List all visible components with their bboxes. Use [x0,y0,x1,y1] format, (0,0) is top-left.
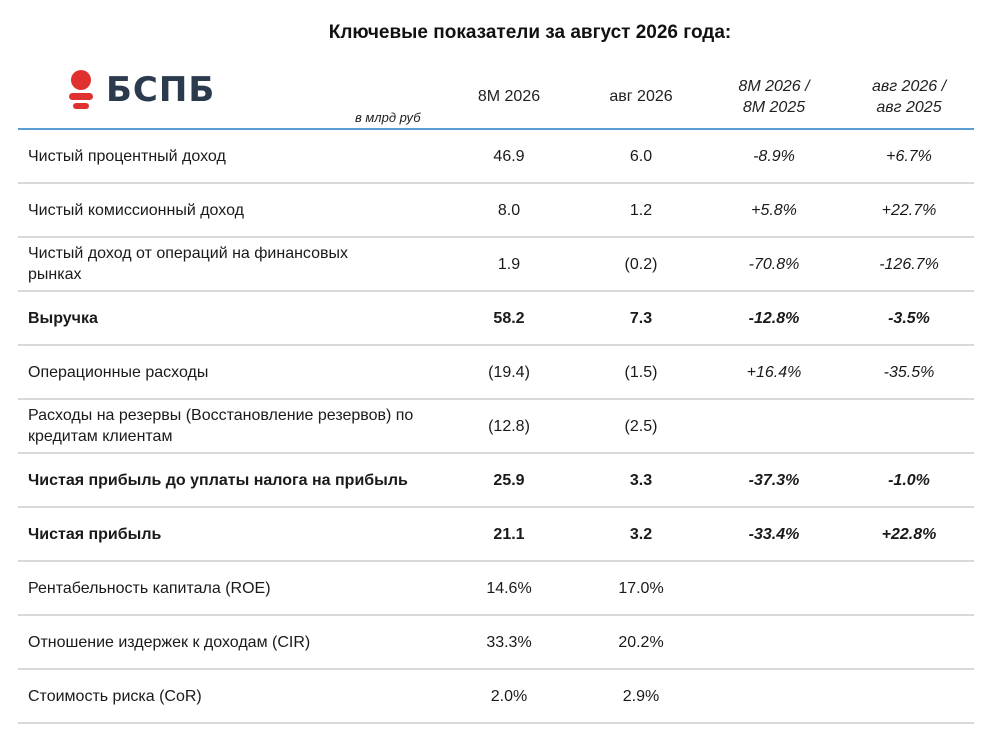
table-row [18,616,974,670]
value-aug-2026: 6.0 [629,147,653,165]
value-8m-2026: 1.9 [497,255,521,273]
bspb-logo-icon [66,69,96,111]
metrics-table [18,130,974,724]
column-header-8m-yoy-line2: 8M 2025 [742,99,806,116]
value-aug-2026: 2.9% [622,687,660,705]
table-row [18,130,974,184]
table-row [18,400,974,454]
value-8m-2026: (12.8) [488,417,530,435]
change-8m-yoy: -33.4% [748,525,800,543]
change-8m-yoy: -8.9% [753,147,795,165]
change-8m-yoy: +16.4% [746,363,802,381]
row-label: Стоимость риска (CoR) [28,687,202,705]
table-row [18,238,974,292]
change-aug-yoy [848,670,970,722]
value-8m-2026: 58.2 [493,309,525,327]
logo [66,68,215,112]
change-aug-yoy: +22.7% [881,201,937,219]
column-header-aug-yoy-line1: авг 2026 / [871,78,947,95]
change-8m-yoy [713,670,835,722]
change-8m-yoy: -12.8% [748,309,800,327]
row-label: Расходы на резервы (Восстановление резервов) по кредитам клиентам [28,407,414,445]
value-8m-2026: 25.9 [493,471,525,489]
change-aug-yoy: -1.0% [888,471,930,489]
change-aug-yoy: -126.7% [879,255,939,273]
column-header-8m-2026: 8M 2026 [477,88,541,105]
table-row [18,508,974,562]
row-label: Операционные расходы [28,363,209,381]
change-aug-yoy [848,562,970,614]
value-aug-2026: (1.5) [624,363,658,381]
row-label: Чистая прибыль [28,525,162,543]
row-label: Чистый комиссионный доход [28,201,244,219]
value-8m-2026: 14.6% [486,579,532,597]
page-title: Ключевые показатели за август 2026 года: [328,22,732,43]
table-row [18,562,974,616]
row-label: Чистый доход от операций на финансовых рынках [28,245,349,283]
change-aug-yoy: +22.8% [881,525,937,543]
change-aug-yoy: +6.7% [886,147,932,165]
row-label: Чистый процентный доход [28,147,226,165]
table-row [18,670,974,724]
value-8m-2026: (19.4) [488,363,530,381]
column-header-8m-yoy-line1: 8M 2026 / [738,78,810,95]
column-header-aug-yoy-line2: авг 2025 [876,99,942,116]
change-8m-yoy [713,400,835,452]
value-aug-2026: 20.2% [618,633,664,651]
table-row [18,184,974,238]
value-aug-2026: 3.3 [629,471,653,489]
table-row [18,346,974,400]
value-8m-2026: 33.3% [486,633,532,651]
row-label: Рентабельность капитала (ROE) [28,579,271,597]
change-8m-yoy [713,616,835,668]
change-aug-yoy [848,616,970,668]
change-aug-yoy [848,400,970,452]
change-aug-yoy: -3.5% [888,309,930,327]
change-8m-yoy [713,562,835,614]
column-header-aug-2026: авг 2026 [609,88,673,105]
column-header-8m-yoy [713,76,835,118]
table-row [18,292,974,346]
value-8m-2026: 8.0 [497,201,521,219]
logo-text: БСПБ [106,70,216,110]
value-aug-2026: 17.0% [618,579,664,597]
value-aug-2026: 7.3 [629,309,653,327]
row-label: Чистая прибыль до уплаты налога на прибыль [28,471,408,489]
row-label: Выручка [28,309,98,327]
change-aug-yoy: -35.5% [883,363,935,381]
value-aug-2026: (0.2) [624,255,658,273]
unit-note: в млрд руб [355,110,421,125]
change-8m-yoy: -70.8% [748,255,800,273]
row-label: Отношение издержек к доходам (CIR) [28,633,311,651]
column-header-aug-yoy [848,76,970,118]
value-aug-2026: 3.2 [629,525,653,543]
table-row [18,454,974,508]
change-8m-yoy: +5.8% [751,201,797,219]
value-8m-2026: 21.1 [493,525,525,543]
value-8m-2026: 2.0% [490,687,528,705]
value-aug-2026: 1.2 [629,201,653,219]
change-8m-yoy: -37.3% [748,471,800,489]
value-8m-2026: 46.9 [493,147,525,165]
value-aug-2026: (2.5) [624,417,658,435]
